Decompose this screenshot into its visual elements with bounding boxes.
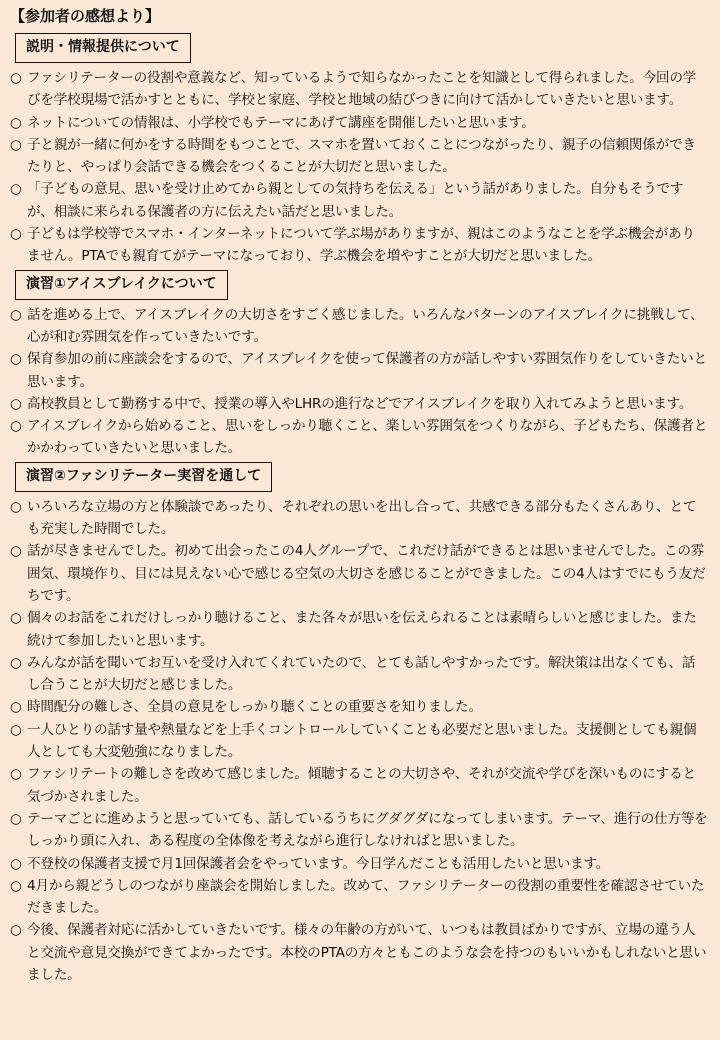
- bullet-circle: ○: [10, 877, 22, 894]
- comment-text: 高校教員として勤務する中で、授業の導入やLHRの進行などでアイスブレイクを取り入れてみようと思います。: [27, 395, 693, 412]
- comment-text: ファシリテーターの役割や意義など、知っているようで知らなかったことを知識として得られました。今回の学びを学校現場で活かすとともに、学校と家庭、学校と地域の結びつきに向けて活かしていきたいと思います。: [27, 70, 697, 109]
- page-title: 【参加者の感想より】: [10, 7, 161, 25]
- bullet-circle: ○: [10, 114, 22, 131]
- bullet-circle: ○: [10, 181, 22, 198]
- section-heading: 演習②ファシリテーター実習を通して: [15, 462, 272, 492]
- comment-item: [10, 875, 708, 920]
- bullet-circle: ○: [10, 855, 22, 872]
- bullet-circle: ○: [10, 654, 22, 671]
- comment-text: アイスブレイクから始めること、思いをしっかり聴くこと、楽しい雰囲気をつくりながら、子どもたち、保護者とかかわっていきたいと思いました。: [27, 418, 708, 457]
- comment-text: 子どもは学校等でスマホ・インターネットについて学ぶ場がありますが、親はこのようなことを学ぶ機会がありません。PTAでも親育てがテーマになっており、学ぶ機会を増やすことが大切だと思いました。: [27, 226, 695, 265]
- comment-text: 話が尽きませんでした。初めて出会ったこの4人グループで、これだけ話ができるとは思いませんでした。この雰囲気、環境作り、目には見えない心で感じる空気の大切さを感じることができました。この4人はすでにもう友だちです。: [27, 543, 706, 604]
- comment-text: 個々のお話をこれだけしっかり聴けること、また各々が思いを伝えられることは素晴らしいと感じました。また続けて参加したいと思います。: [27, 610, 697, 649]
- section-heading: 演習①アイスブレイクについて: [15, 270, 228, 300]
- section-heading: 説明・情報提供について: [15, 33, 191, 63]
- comment-item: [10, 696, 708, 718]
- comment-item: [10, 67, 708, 112]
- comment-item: [10, 112, 708, 134]
- section-icebreak: [10, 268, 708, 460]
- bullet-circle: ○: [10, 810, 22, 827]
- comment-text: 子と親が一緒に何かをする時間をもつことで、スマホを置いておくことにつながったり、親子の信頼関係ができたりと、やっぱり会話できる機会をつくることが大切だと思いました。: [27, 136, 696, 176]
- comment-text: 「子どもの意見、思いを受け止めてから親としての気持ちを伝える」という話がありました。自分もそうですが、相談に来られる保護者の方に伝えたい話だと思いました。: [27, 181, 684, 220]
- comment-text: 話を進める上で、アイスブレイクの大切さをすごく感じました。いろんなパターンのアイスブレイクに挑戦して、心が和む雰囲気を作っていきたいです。: [27, 306, 704, 345]
- comment-text: 時間配分の難しさ、全員の意見をしっかり聴くことの重要さを知りました。: [27, 699, 482, 716]
- bullet-circle: ○: [10, 610, 22, 627]
- comment-text: いろいろな立場の方と体験談であったり、それぞれの思いを出し合って、共感できる部分もたくさんあり、とても充実した時間でした。: [27, 498, 697, 538]
- comment-item: [10, 304, 708, 349]
- bullet-circle: ○: [10, 70, 22, 86]
- comment-text: 今後、保護者対応に活かしていきたいです。様々の年齢の方がいて、いつもは教員ばかりですが、立場の違う人と交流や意見交換ができてよかったです。本校のPTAの方々ともこのような会を持つのもいいかもしれないと思いました。: [27, 922, 707, 983]
- comment-item: [10, 134, 708, 179]
- comment-text: ファシリテートの難しさを改めて感じました。傾聴することの大切さや、それが交流や学びを深いものにすると気づかされました。: [27, 766, 696, 805]
- bullet-circle: ○: [10, 699, 22, 716]
- bullet-circle: ○: [10, 306, 22, 323]
- comment-item: [10, 919, 708, 986]
- comment-item: [10, 496, 708, 541]
- bullet-circle: ○: [10, 922, 22, 939]
- comment-item: [10, 607, 708, 652]
- comment-item: [10, 348, 708, 393]
- comment-item: [10, 393, 708, 415]
- comment-list: [10, 304, 708, 460]
- comment-text: テーマごとに進めようと思っていても、話しているうちにグダグダになってしまいます。テーマ、進行の仕方等をしっかり頭に入れ、ある程度の全体像を考えながら進行しなければと思いました。: [27, 810, 708, 850]
- comment-text: 保育参加の前に座談会をするので、アイスブレイクを使って保護者の方が話しやすい雰囲気作りをしていきたいと思います。: [27, 351, 707, 390]
- comment-item: [10, 415, 708, 460]
- comment-text: ネットについての情報は、小学校でもテーマにあげて講座を開催したいと思います。: [27, 114, 535, 131]
- bullet-circle: ○: [10, 543, 22, 560]
- bullet-circle: ○: [10, 498, 22, 515]
- comment-text: 不登校の保護者支援で月1回保護者会をやっています。今日学んだことも活用したいと思います。: [27, 855, 610, 872]
- comment-item: [10, 540, 708, 607]
- comment-item: [10, 719, 708, 764]
- bullet-circle: ○: [10, 351, 22, 368]
- comment-list: [10, 496, 708, 987]
- bullet-circle: ○: [10, 418, 22, 435]
- comment-text: みんなが話を聞いてお互いを受け入れてくれていたので、とても話しやすかったです。解決策は出なくても、話し合うことが大切だと感じました。: [27, 654, 696, 694]
- bullet-circle: ○: [10, 721, 22, 738]
- comment-item: [10, 223, 708, 268]
- bullet-circle: ○: [10, 395, 22, 412]
- comment-item: [10, 763, 708, 808]
- comment-item: [10, 808, 708, 853]
- bullet-circle: ○: [10, 136, 22, 153]
- comment-text: 一人ひとりの話す量や熱量などを上手くコントロールしていくことも必要だと思いました。支援側としても親個人としても大変勉強になりました。: [27, 721, 697, 761]
- comment-item: [10, 853, 708, 875]
- comment-list: [10, 67, 708, 268]
- comment-item: [10, 178, 708, 223]
- bullet-circle: ○: [10, 766, 22, 783]
- comment-item: [10, 652, 708, 697]
- bullet-circle: ○: [10, 226, 22, 243]
- section-facilitator-practice: [10, 460, 708, 987]
- comment-text: 4月から親どうしのつながり座談会を開始しました。改めて、ファシリテーターの役割の重要性を確認させていただきました。: [27, 877, 705, 917]
- section-briefing: [10, 31, 708, 268]
